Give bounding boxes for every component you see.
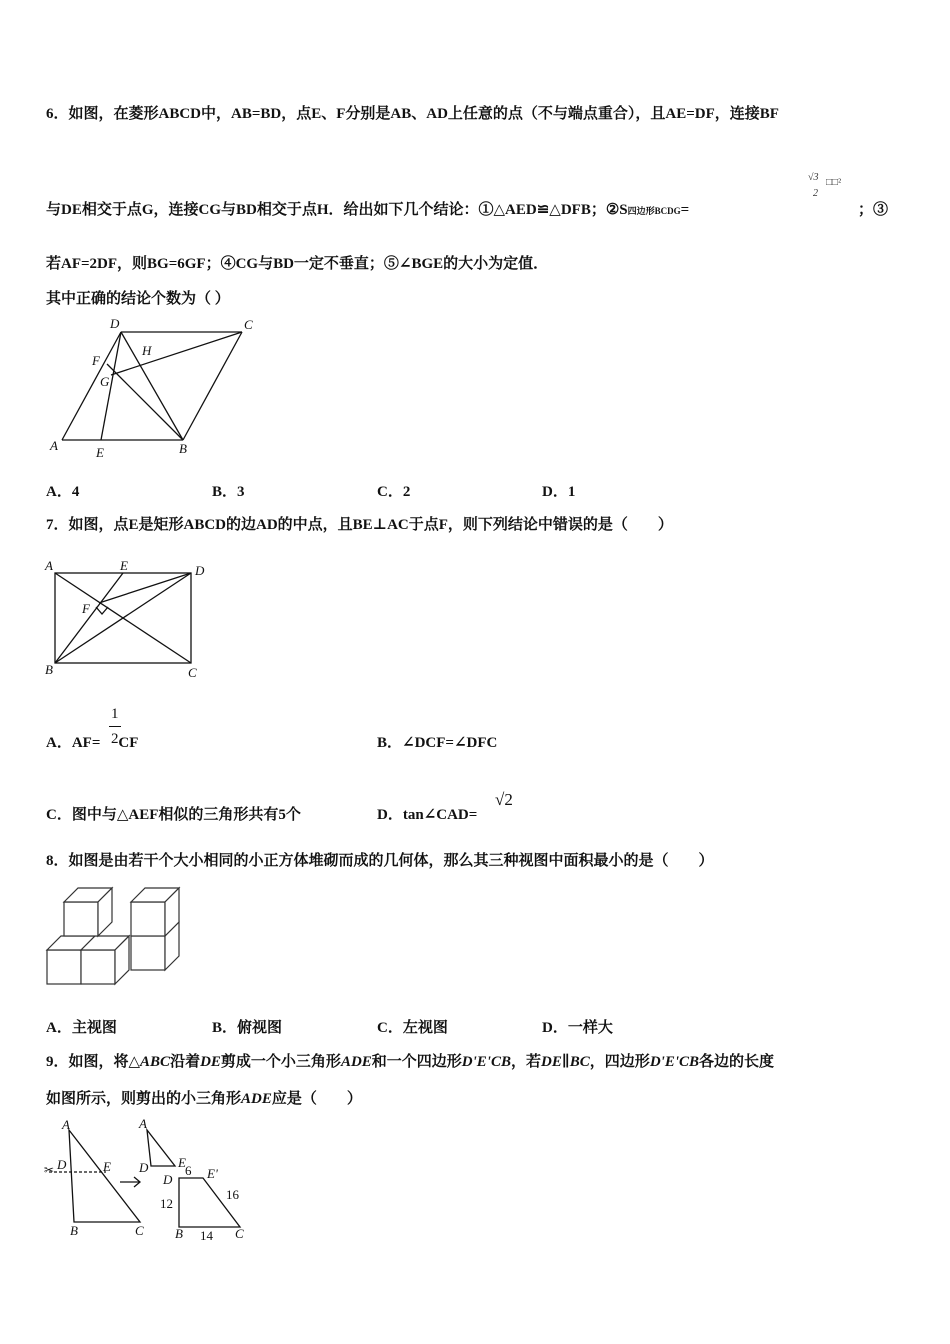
q9-text-6: ，四边形 xyxy=(589,1054,650,1070)
q6-label-c: C xyxy=(244,317,253,332)
q6-label-g: G xyxy=(100,374,110,389)
q8-option-d[interactable]: D．一样大 xyxy=(542,1020,613,1036)
q9-abc: ABC xyxy=(140,1054,171,1070)
q7-rectangle-figure xyxy=(42,556,217,684)
q9-text-1: 9．如图，将△ xyxy=(46,1054,141,1070)
q9-quad: D'E'CB xyxy=(461,1054,511,1070)
q9-quad-label-e-prime: E' xyxy=(207,1166,218,1181)
q9-quad-2: D'E'CB xyxy=(649,1054,699,1070)
q7-sqrt2: √2 xyxy=(495,790,513,809)
q6-stem-line2-end: ；③ xyxy=(858,202,889,218)
q7-fraction-denominator: 2 xyxy=(111,731,119,747)
q9-text-9: 应是（ ） xyxy=(271,1091,362,1107)
q6-formula-rest: □□² xyxy=(826,177,842,188)
q9-quad-label-c: C xyxy=(235,1226,244,1241)
q6-option-a[interactable]: A．4 xyxy=(46,484,80,500)
q9-label-e: E xyxy=(103,1159,111,1174)
q6-label-f: F xyxy=(92,353,100,368)
q9-text-7: 各边的长度 xyxy=(699,1054,775,1070)
q8-option-a[interactable]: A．主视图 xyxy=(46,1020,117,1036)
q6-line2-text: 与DE相交于点G，连接CG与BD相交于点H．给出如下几个结论：①△AED≌△DFB；②S xyxy=(46,202,628,218)
q9-de-parallel-bc: DE∥BC xyxy=(541,1054,590,1070)
q9-small-label-a: A xyxy=(139,1116,147,1131)
q9-small-label-d: D xyxy=(139,1160,149,1175)
q7-option-c[interactable]: C．图中与△AEF相似的三角形共有5个 xyxy=(46,807,301,823)
q7-stem: 7．如图，点E是矩形ABCD的边AD的中点，且BE⊥AC于点F，则下列结论中错误的是（ ） xyxy=(46,517,673,533)
q9-label-d: D xyxy=(57,1157,67,1172)
q7-option-a-suffix: CF xyxy=(118,735,139,751)
q9-ade: ADE xyxy=(340,1054,372,1070)
q9-text-4: 和一个四边形 xyxy=(371,1054,462,1070)
q9-length-bottom: 14 xyxy=(200,1228,213,1243)
q6-equals: = xyxy=(680,202,690,218)
q6-option-b[interactable]: B．3 xyxy=(212,484,245,500)
q7-option-d[interactable]: D．tan∠CAD= xyxy=(377,807,478,823)
q7-fraction-bar xyxy=(109,726,121,727)
q6-stem-line4: 其中正确的结论个数为（ ） xyxy=(46,291,230,307)
q7-label-c: C xyxy=(188,665,197,680)
q8-option-c[interactable]: C．左视图 xyxy=(377,1020,448,1036)
q6-label-b: B xyxy=(179,441,187,456)
q6-option-d[interactable]: D．1 xyxy=(542,484,576,500)
q9-quad-label-b: B xyxy=(175,1226,183,1241)
q7-label-f: F xyxy=(82,601,90,616)
q6-formula-numerator: √3 xyxy=(808,172,819,183)
q8-option-b[interactable]: B．俯视图 xyxy=(212,1020,283,1036)
q6-stem-line3: 若AF=2DF，则BG=6GF；④CG与BD一定不垂直；⑤∠BGE的大小为定值． xyxy=(46,256,549,272)
q6-label-d: D xyxy=(110,316,120,331)
q9-triangle-figure xyxy=(40,1116,260,1246)
scissors-icon: ✂ xyxy=(44,1163,55,1177)
q6-label-a: A xyxy=(50,438,58,453)
q7-fraction-numerator: 1 xyxy=(111,706,119,722)
q7-label-a: A xyxy=(45,558,53,573)
q9-small-label-e: E xyxy=(178,1155,186,1170)
q7-label-b: B xyxy=(45,662,53,677)
q9-stem-line1 xyxy=(46,1050,774,1071)
q9-ade-2: ADE xyxy=(241,1091,272,1107)
q7-label-e: E xyxy=(120,558,128,573)
q7-option-a-prefix: A．AF= xyxy=(46,735,101,751)
q9-stem-line2 xyxy=(46,1087,362,1108)
q7-option-b[interactable]: B．∠DCF=∠DFC xyxy=(377,735,498,751)
q6-stem-line2 xyxy=(46,198,689,219)
q6-stem-line1: 6．如图，在菱形ABCD中，AB=BD，点E、F分别是AB、AD上任意的点（不与端点重合），且AE=DF，连接BF xyxy=(46,106,779,122)
q6-area-subscript: 四边形BCDG xyxy=(627,206,681,216)
q6-formula-denominator: 2 xyxy=(813,188,818,199)
q6-label-h: H xyxy=(142,343,152,358)
q9-length-left: 12 xyxy=(160,1196,173,1211)
q9-length-top: 6 xyxy=(185,1163,192,1178)
q7-option-a[interactable] xyxy=(46,731,138,752)
q9-text-3: 剪成一个小三角形 xyxy=(220,1054,341,1070)
q9-quad-label-d: D xyxy=(163,1172,173,1187)
q6-label-e: E xyxy=(96,445,104,460)
q6-option-c[interactable]: C．2 xyxy=(377,484,411,500)
q9-label-a: A xyxy=(62,1117,70,1132)
q9-label-b: B xyxy=(70,1223,78,1238)
q8-stem: 8．如图是由若干个大小相同的小正方体堆砌而成的几何体，那么其三种视图中面积最小的是（ ） xyxy=(46,853,714,869)
q8-cubes-figure xyxy=(44,888,189,993)
q7-label-d: D xyxy=(195,563,205,578)
q6-rhombus-figure xyxy=(40,312,270,462)
q9-length-right: 16 xyxy=(226,1187,239,1202)
q9-text-2: 沿着 xyxy=(170,1054,201,1070)
q9-de: DE xyxy=(200,1054,221,1070)
q9-text-5: ，若 xyxy=(510,1054,541,1070)
q9-label-c: C xyxy=(135,1223,144,1238)
q9-text-8: 如图所示，则剪出的小三角形 xyxy=(46,1091,242,1107)
